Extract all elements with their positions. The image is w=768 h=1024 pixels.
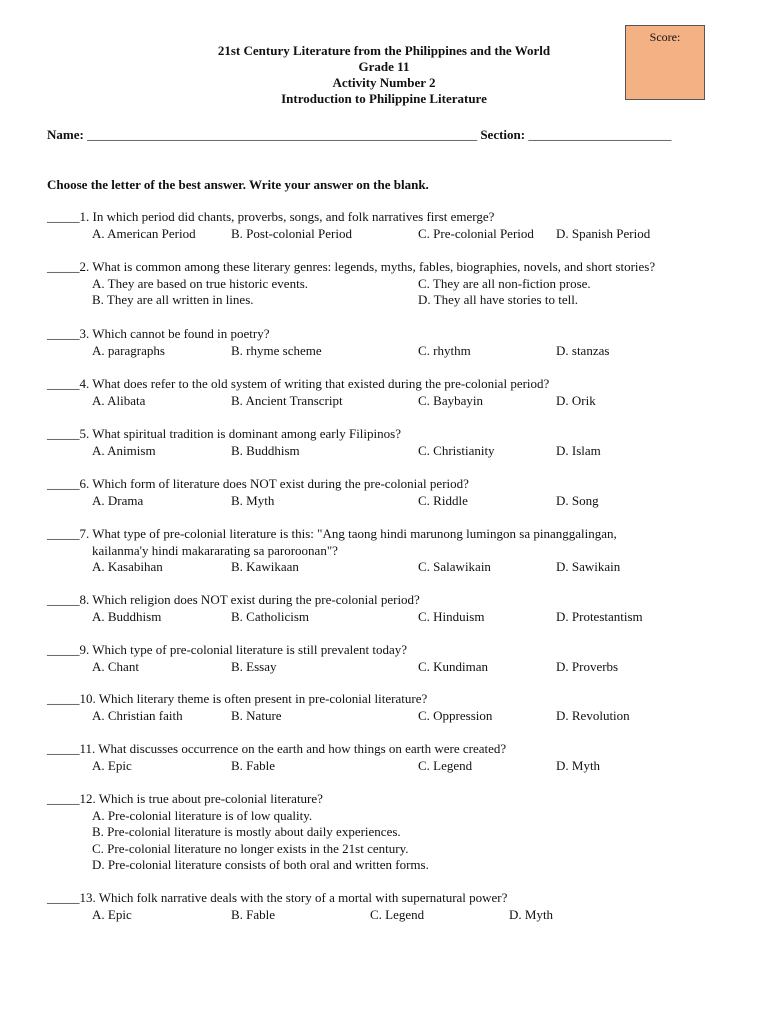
instructions: Choose the letter of the best answer. Write your answer on the blank. — [47, 177, 429, 192]
question-5 — [47, 426, 601, 459]
question-1 — [47, 209, 651, 242]
question-8 — [47, 592, 643, 625]
option-a: A. Epic — [92, 906, 132, 922]
answer-options — [47, 292, 655, 309]
option-d: D. Pre-colonial literature consists of both oral and written forms. — [92, 857, 429, 872]
course-title: 21st Century Literature from the Philippines and the World — [217, 43, 551, 58]
option-b: B. Myth — [231, 492, 275, 508]
option-d: D. Myth — [509, 906, 554, 922]
option-c: C. Pre-colonial Period — [418, 225, 534, 241]
question-7 — [47, 526, 621, 576]
option-c: C. Pre-colonial literature no longer exists in the 21st century. — [92, 840, 409, 856]
question-6 — [47, 476, 599, 509]
option-d: D. Spanish Period — [556, 225, 651, 241]
option-b: B. Catholicism — [231, 608, 309, 624]
question-stem-continued: kailanma'y hindi makararating sa paroroonan"? — [92, 542, 338, 558]
answer-options — [47, 276, 655, 293]
option-a: A. Drama — [92, 492, 144, 508]
option-b: B. Fable — [231, 757, 276, 773]
question-stem: _____3. Which cannot be found in poetry? — [47, 326, 270, 341]
answer-options — [47, 492, 599, 510]
option-c: C. Riddle — [418, 492, 468, 508]
option-c: C. Hinduism — [418, 608, 485, 624]
option-d: D. stanzas — [556, 342, 610, 358]
answer-options — [47, 225, 651, 243]
name-label: Name: — [47, 127, 84, 142]
question-stem: _____2. What is common among these literary genres: legends, myths, fables, biographies, novels, and short stories? — [47, 259, 656, 274]
question-stem: _____12. Which is true about pre-colonial literature? — [47, 791, 323, 806]
answer-options — [47, 442, 601, 460]
option-d: D. Revolution — [556, 707, 630, 723]
option-d: D. Protestantism — [556, 608, 643, 624]
question-stem: _____5. What spiritual tradition is dominant among early Filipinos? — [47, 426, 401, 441]
option-c: C. Legend — [370, 906, 425, 922]
option-c: C. Legend — [418, 757, 473, 773]
activity-title: Introduction to Philippine Literature — [281, 91, 487, 106]
section-label: Section: — [480, 127, 526, 142]
option-d: D. Sawikain — [556, 559, 621, 574]
option-a: A. paragraphs — [92, 342, 165, 358]
question-stem: _____8. Which religion does NOT exist during the pre-colonial period? — [47, 592, 420, 607]
section-blank: ______________________ — [528, 127, 672, 142]
question-11 — [47, 741, 601, 774]
option-b: B. Nature — [231, 707, 282, 723]
option-a: A. Kasabihan — [92, 559, 163, 574]
question-stem: _____7. What type of pre-colonial literature is this: "Ang taong hindi marunong lumingon sa pinanggalingan, — [47, 526, 617, 541]
option-b: B. Post-colonial Period — [231, 225, 352, 241]
option-b: B. rhyme scheme — [231, 342, 322, 358]
question-stem: _____13. Which folk narrative deals with the story of a mortal with supernatural power? — [47, 890, 508, 905]
answer-options — [47, 608, 643, 626]
option-d: D. They all have stories to tell. — [418, 292, 579, 307]
option-b: B. Ancient Transcript — [231, 392, 343, 408]
option-a: A. Epic — [92, 757, 132, 773]
option-d: D. Song — [556, 492, 599, 508]
grade-level: Grade 11 — [358, 59, 410, 74]
option-c: C. Oppression — [418, 707, 493, 723]
question-2 — [47, 259, 655, 309]
option-d: D. Myth — [556, 757, 601, 773]
answer-options — [47, 342, 610, 360]
option-b: B. Pre-colonial literature is mostly about daily experiences. — [92, 824, 401, 839]
answer-options — [47, 906, 554, 924]
answer-options — [47, 757, 601, 775]
question-4 — [47, 376, 596, 409]
answer-options — [47, 559, 621, 576]
question-stem: _____6. Which form of literature does NOT exist during the pre-colonial period? — [47, 476, 469, 491]
option-a: A. They are based on true historic events. — [92, 275, 308, 291]
option-d: D. Islam — [556, 442, 601, 458]
option-a: A. Pre-colonial literature is of low quality. — [92, 807, 313, 823]
question-12 — [47, 791, 429, 874]
option-a: A. Animism — [92, 442, 156, 458]
option-c: C. Salawikain — [418, 559, 491, 574]
score-label: Score: — [649, 30, 681, 44]
question-3 — [47, 326, 610, 359]
option-b: B. Kawikaan — [231, 559, 299, 574]
answer-options — [47, 808, 429, 874]
option-b: B. Essay — [231, 658, 277, 674]
answer-options — [47, 658, 619, 676]
question-stem: _____11. What discusses occurrence on the earth and how things on earth were created? — [47, 741, 507, 756]
worksheet-header — [0, 43, 768, 107]
activity-number: Activity Number 2 — [332, 75, 436, 90]
answer-options — [47, 392, 596, 410]
option-d: D. Orik — [556, 392, 596, 408]
option-c: C. rhythm — [418, 342, 471, 358]
name-section-line — [47, 127, 671, 143]
question-stem: _____4. What does refer to the old system of writing that existed during the pre-colonial period? — [47, 376, 550, 391]
option-b: B. Fable — [231, 906, 276, 922]
option-a: A. Chant — [92, 658, 139, 674]
question-9 — [47, 642, 619, 675]
option-c: C. Christianity — [418, 442, 495, 458]
name-blank: ____________________________________________________________ — [87, 127, 478, 142]
question-stem: _____10. Which literary theme is often present in pre-colonial literature? — [47, 691, 428, 706]
option-d: D. Proverbs — [556, 658, 619, 674]
option-b: B. They are all written in lines. — [92, 292, 254, 307]
option-a: A. Christian faith — [92, 707, 183, 723]
question-10 — [47, 691, 630, 724]
option-a: A. Buddhism — [92, 608, 162, 624]
question-stem: _____9. Which type of pre-colonial literature is still prevalent today? — [47, 642, 408, 657]
option-c: C. Kundiman — [418, 658, 489, 674]
question-13 — [47, 890, 554, 923]
answer-options — [47, 707, 630, 725]
option-a: A. Alibata — [92, 392, 146, 408]
option-a: A. American Period — [92, 225, 196, 241]
option-c: C. They are all non-fiction prose. — [418, 275, 591, 291]
option-b: B. Buddhism — [231, 442, 300, 458]
option-c: C. Baybayin — [418, 392, 483, 408]
question-stem: _____1. In which period did chants, proverbs, songs, and folk narratives first emerge? — [47, 209, 495, 224]
